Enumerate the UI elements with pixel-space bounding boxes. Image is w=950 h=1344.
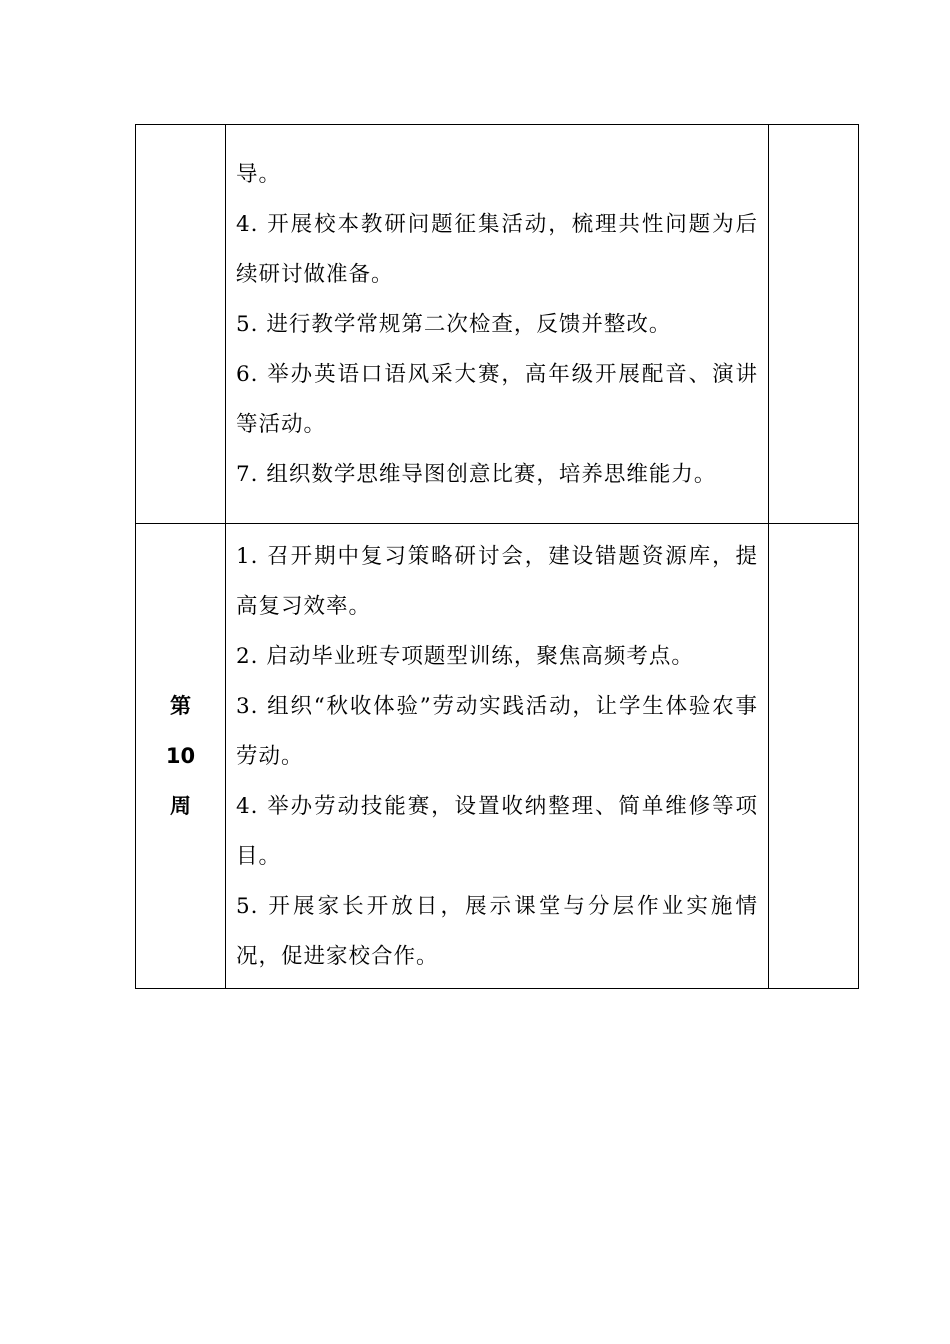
- list-item: 5. 开展家长开放日，展示课堂与分层作业实施情况，促进家校合作。: [236, 894, 758, 969]
- week-label-number: 10: [165, 744, 196, 768]
- content-cell: [226, 125, 769, 524]
- week-cell: [136, 125, 226, 524]
- list-item: 3. 组织“秋收体验”劳动实践活动，让学生体验农事劳动。: [236, 694, 758, 769]
- content-cell: [226, 524, 769, 989]
- list-item: 2. 启动毕业班专项题型训练，聚焦高频考点。: [236, 644, 694, 669]
- list-item: 4. 开展校本教研问题征集活动，梳理共性问题为后续研讨做准备。: [236, 212, 758, 287]
- schedule-table: [135, 124, 859, 989]
- list-item: 6. 举办英语口语风采大赛，高年级开展配音、演讲等活动。: [236, 362, 758, 437]
- list-item: 5. 进行教学常规第二次检查，反馈并整改。: [236, 312, 672, 337]
- note-cell: [769, 125, 859, 524]
- list-item: 4. 举办劳动技能赛，设置收纳整理、简单维修等项目。: [236, 794, 758, 869]
- list-item: 7. 组织数学思维导图创意比赛，培养思维能力。: [236, 462, 717, 487]
- list-item: 1. 召开期中复习策略研讨会，建设错题资源库，提高复习效率。: [236, 544, 758, 619]
- note-cell: [769, 524, 859, 989]
- list-item: 导。: [236, 162, 282, 187]
- week-label-char: 第: [170, 694, 191, 718]
- table-row: [136, 125, 859, 524]
- week-label-char: 周: [170, 794, 191, 818]
- week-label-cell: [136, 524, 226, 989]
- table-row: [136, 524, 859, 989]
